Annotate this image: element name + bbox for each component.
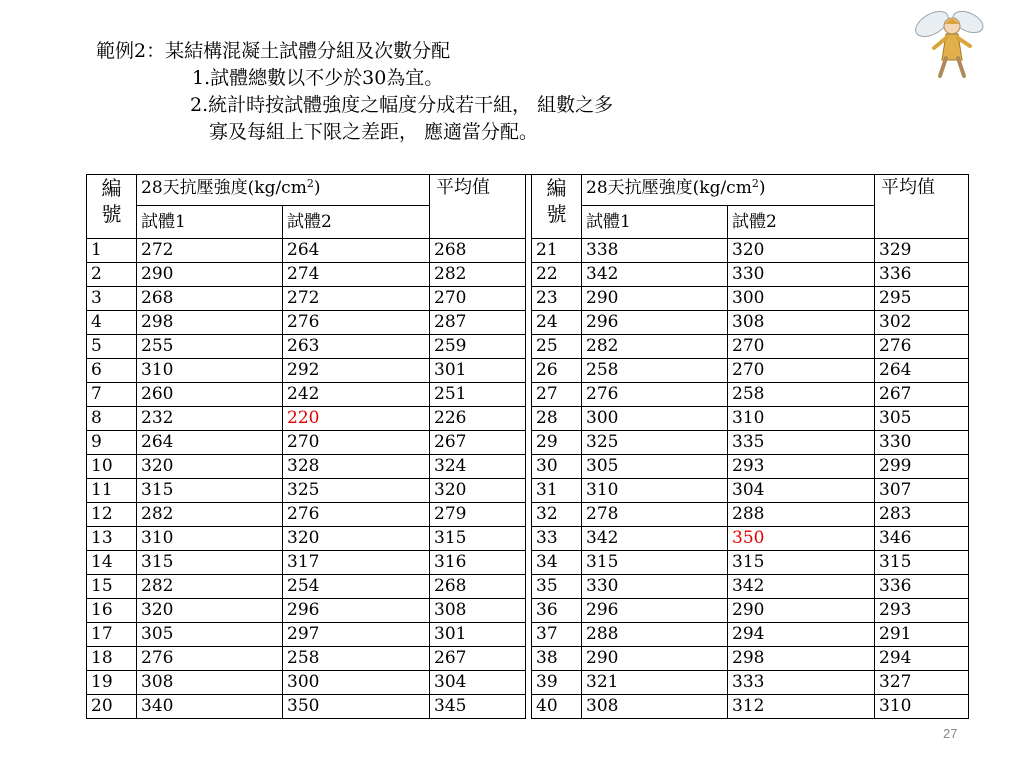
row-number-cell: 6 [87,359,137,383]
row-number-cell: 22 [532,263,582,287]
rule-2: 2.統計時按試體強度之幅度分成若干組， 組數之多 [190,94,614,116]
row-number-cell: 7 [87,383,137,407]
specimen-1-cell: 320 [137,455,283,479]
cherub-figure-icon [912,2,990,82]
specimen-2-cell: 315 [728,551,875,575]
specimen-2-cell: 292 [283,359,430,383]
specimen-2-cell: 308 [728,311,875,335]
specimen-2-cell: 333 [728,671,875,695]
row-number-cell: 17 [87,623,137,647]
strength-table [86,174,969,719]
average-cell: 287 [430,311,526,335]
average-cell: 267 [430,431,526,455]
specimen-2-cell: 288 [728,503,875,527]
specimen-1-cell: 282 [137,575,283,599]
specimen-2-cell: 220 [283,407,430,431]
average-cell: 291 [875,623,969,647]
row-number-cell: 24 [532,311,582,335]
row-number-cell: 31 [532,479,582,503]
specimen-2-cell: 270 [283,431,430,455]
average-cell: 315 [430,527,526,551]
specimen-1-cell: 305 [582,455,728,479]
specimen-2-cell: 330 [728,263,875,287]
average-cell: 329 [875,239,969,263]
row-number-cell: 29 [532,431,582,455]
row-number-cell: 40 [532,695,582,719]
number-header: 編 號 [87,175,137,239]
specimen-1-cell: 272 [137,239,283,263]
row-number-cell: 1 [87,239,137,263]
row-number-cell: 5 [87,335,137,359]
specimen-2-cell: 258 [283,647,430,671]
specimen-2-cell: 320 [283,527,430,551]
specimen-2-cell: 276 [283,503,430,527]
average-cell: 310 [875,695,969,719]
specimen-2-cell: 254 [283,575,430,599]
specimen-2-cell: 300 [728,287,875,311]
average-cell: 259 [430,335,526,359]
average-header: 平均值 [875,175,969,239]
average-cell: 330 [875,431,969,455]
average-cell: 315 [875,551,969,575]
specimen-1-cell: 315 [137,479,283,503]
specimen-1-cell: 310 [137,527,283,551]
rule-2-continued: 寡及每組上下限之差距， 應適當分配。 [209,121,539,143]
specimen-1-cell: 340 [137,695,283,719]
slide-title-block [96,38,613,146]
specimen-2-cell: 258 [728,383,875,407]
specimen-2-cell: 290 [728,599,875,623]
specimen-2-cell: 264 [283,239,430,263]
specimen-2-cell: 270 [728,335,875,359]
row-number-cell: 2 [87,263,137,287]
specimen-1-cell: 308 [582,695,728,719]
strength-header: 28天抗壓強度$(kg/cm^2)$ [137,175,430,206]
specimen-1-header: 試體1 [137,206,283,239]
average-cell: 327 [875,671,969,695]
specimen-1-cell: 330 [582,575,728,599]
specimen-1-cell: 268 [137,287,283,311]
average-cell: 270 [430,287,526,311]
page-number: 27 [943,726,958,741]
specimen-1-cell: 338 [582,239,728,263]
row-number-cell: 26 [532,359,582,383]
example-title: 範例2：某結構混凝土試體分組及次數分配 [96,40,451,62]
average-cell: 299 [875,455,969,479]
specimen-1-cell: 325 [582,431,728,455]
row-number-cell: 30 [532,455,582,479]
specimen-1-cell: 290 [582,647,728,671]
specimen-1-cell: 320 [137,599,283,623]
specimen-2-cell: 320 [728,239,875,263]
specimen-1-cell: 342 [582,263,728,287]
specimen-1-cell: 255 [137,335,283,359]
row-number-cell: 13 [87,527,137,551]
row-number-cell: 25 [532,335,582,359]
average-cell: 226 [430,407,526,431]
row-number-cell: 34 [532,551,582,575]
specimen-2-cell: 310 [728,407,875,431]
specimen-2-cell: 270 [728,359,875,383]
specimen-2-cell: 296 [283,599,430,623]
row-number-cell: 8 [87,407,137,431]
average-cell: 268 [430,239,526,263]
specimen-2-cell: 312 [728,695,875,719]
row-number-cell: 36 [532,599,582,623]
row-number-cell: 3 [87,287,137,311]
average-cell: 276 [875,335,969,359]
specimen-1-cell: 288 [582,623,728,647]
number-header: 編 號 [532,175,582,239]
average-cell: 267 [430,647,526,671]
specimen-2-cell: 350 [728,527,875,551]
specimen-1-cell: 290 [582,287,728,311]
specimen-2-cell: 276 [283,311,430,335]
specimen-2-cell: 274 [283,263,430,287]
specimen-1-cell: 276 [137,647,283,671]
average-cell: 268 [430,575,526,599]
row-number-cell: 9 [87,431,137,455]
average-cell: 316 [430,551,526,575]
row-number-cell: 14 [87,551,137,575]
row-number-cell: 12 [87,503,137,527]
specimen-1-cell: 276 [582,383,728,407]
specimen-1-cell: 342 [582,527,728,551]
specimen-1-cell: 296 [582,311,728,335]
row-number-cell: 18 [87,647,137,671]
specimen-1-cell: 290 [137,263,283,287]
average-cell: 279 [430,503,526,527]
specimen-1-cell: 278 [582,503,728,527]
average-cell: 320 [430,479,526,503]
average-cell: 307 [875,479,969,503]
rule-1: 1.試體總數以不少於30為宜。 [192,67,444,89]
row-number-cell: 20 [87,695,137,719]
specimen-2-cell: 328 [283,455,430,479]
average-cell: 345 [430,695,526,719]
row-number-cell: 28 [532,407,582,431]
specimen-2-cell: 297 [283,623,430,647]
row-number-cell: 19 [87,671,137,695]
specimen-1-cell: 305 [137,623,283,647]
row-number-cell: 11 [87,479,137,503]
average-cell: 264 [875,359,969,383]
row-number-cell: 23 [532,287,582,311]
average-cell: 336 [875,263,969,287]
average-cell: 267 [875,383,969,407]
row-number-cell: 16 [87,599,137,623]
average-header: 平均值 [430,175,526,239]
row-number-cell: 10 [87,455,137,479]
average-cell: 336 [875,575,969,599]
row-number-cell: 15 [87,575,137,599]
row-number-cell: 38 [532,647,582,671]
specimen-2-cell: 350 [283,695,430,719]
specimen-1-cell: 315 [137,551,283,575]
specimen-2-cell: 317 [283,551,430,575]
specimen-1-cell: 300 [582,407,728,431]
average-cell: 346 [875,527,969,551]
specimen-2-cell: 298 [728,647,875,671]
average-cell: 305 [875,407,969,431]
row-number-cell: 39 [532,671,582,695]
specimen-2-cell: 263 [283,335,430,359]
average-cell: 251 [430,383,526,407]
specimen-2-cell: 342 [728,575,875,599]
specimen-1-cell: 282 [137,503,283,527]
specimen-2-cell: 242 [283,383,430,407]
average-cell: 304 [430,671,526,695]
specimen-2-cell: 335 [728,431,875,455]
specimen-1-cell: 282 [582,335,728,359]
average-cell: 293 [875,599,969,623]
specimen-2-header: 試體2 [283,206,430,239]
specimen-1-cell: 310 [582,479,728,503]
average-cell: 295 [875,287,969,311]
average-cell: 302 [875,311,969,335]
specimen-1-cell: 296 [582,599,728,623]
specimen-1-cell: 260 [137,383,283,407]
average-cell: 294 [875,647,969,671]
row-number-cell: 27 [532,383,582,407]
specimen-1-cell: 264 [137,431,283,455]
specimen-1-cell: 308 [137,671,283,695]
average-cell: 308 [430,599,526,623]
average-cell: 324 [430,455,526,479]
specimen-2-cell: 293 [728,455,875,479]
specimen-1-cell: 258 [582,359,728,383]
average-cell: 301 [430,623,526,647]
specimen-1-cell: 298 [137,311,283,335]
specimen-2-cell: 325 [283,479,430,503]
row-number-cell: 33 [532,527,582,551]
row-number-cell: 21 [532,239,582,263]
specimen-1-cell: 232 [137,407,283,431]
row-number-cell: 4 [87,311,137,335]
average-cell: 282 [430,263,526,287]
strength-header: 28天抗壓強度$(kg/cm^2)$ [582,175,875,206]
specimen-1-header: 試體1 [582,206,728,239]
row-number-cell: 32 [532,503,582,527]
specimen-1-cell: 315 [582,551,728,575]
average-cell: 283 [875,503,969,527]
specimen-2-header: 試體2 [728,206,875,239]
specimen-1-cell: 321 [582,671,728,695]
row-number-cell: 35 [532,575,582,599]
specimen-2-cell: 272 [283,287,430,311]
row-number-cell: 37 [532,623,582,647]
specimen-1-cell: 310 [137,359,283,383]
table-header-row [87,175,969,206]
average-cell: 301 [430,359,526,383]
specimen-2-cell: 304 [728,479,875,503]
specimen-2-cell: 294 [728,623,875,647]
specimen-2-cell: 300 [283,671,430,695]
